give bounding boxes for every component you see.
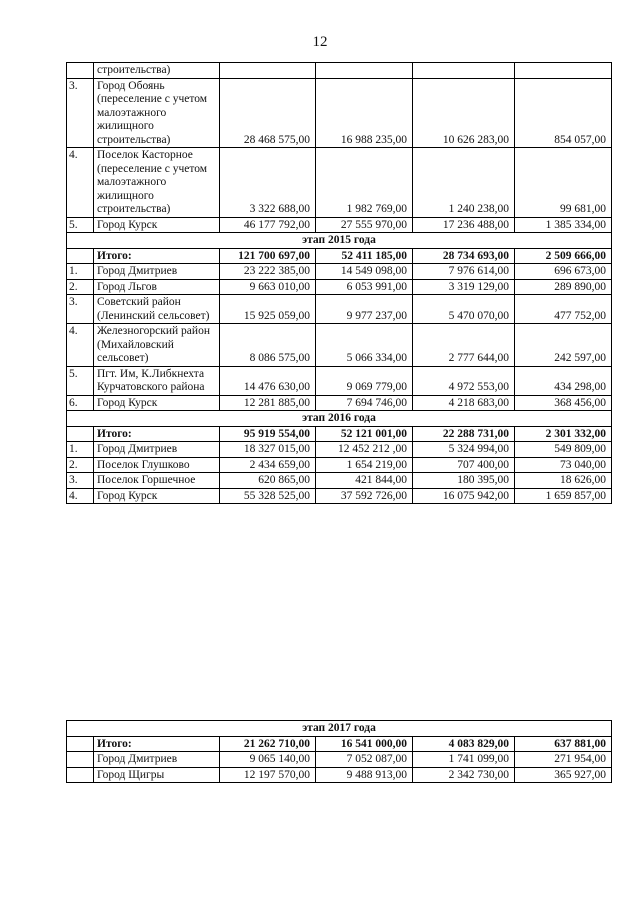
amount-total: 9 065 140,00 bbox=[220, 752, 316, 768]
amount-local: 637 881,00 bbox=[515, 736, 612, 752]
table-row bbox=[67, 217, 612, 233]
total-label: Итого: bbox=[94, 736, 220, 752]
amount-fund: 7 052 087,00 bbox=[316, 752, 413, 768]
table-row bbox=[67, 395, 612, 411]
amount-fund: 12 452 212 ,00 bbox=[316, 442, 413, 458]
table-row bbox=[67, 752, 612, 768]
table-row bbox=[67, 148, 612, 218]
row-number: 2. bbox=[67, 279, 94, 295]
amount-region: 16 075 942,00 bbox=[413, 488, 515, 504]
amount-region: 4 083 829,00 bbox=[413, 736, 515, 752]
locality-name: Пгт. Им, К.Либкнехта Курчатовского района bbox=[94, 366, 220, 395]
amount-region: 5 470 070,00 bbox=[413, 295, 515, 324]
row-number: 1. bbox=[67, 442, 94, 458]
amount-total: 121 700 697,00 bbox=[220, 248, 316, 264]
amount-fund: 52 411 185,00 bbox=[316, 248, 413, 264]
amount-total: 15 925 059,00 bbox=[220, 295, 316, 324]
amount-total: 8 086 575,00 bbox=[220, 324, 316, 367]
amount-local: 99 681,00 bbox=[515, 148, 612, 218]
amount-fund: 27 555 970,00 bbox=[316, 217, 413, 233]
locality-name: Город Курск bbox=[94, 395, 220, 411]
amount-total: 18 327 015,00 bbox=[220, 442, 316, 458]
total-label: Итого: bbox=[94, 426, 220, 442]
amount-region: 22 288 731,00 bbox=[413, 426, 515, 442]
amount-region: 28 734 693,00 bbox=[413, 248, 515, 264]
table-row bbox=[67, 295, 612, 324]
amount-total: 23 222 385,00 bbox=[220, 264, 316, 280]
row-number bbox=[67, 752, 94, 768]
amount-total: 620 865,00 bbox=[220, 473, 316, 489]
row-number: 3. bbox=[67, 78, 94, 148]
amount-local: 854 057,00 bbox=[515, 78, 612, 148]
amount-region: 10 626 283,00 bbox=[413, 78, 515, 148]
total-row bbox=[67, 426, 612, 442]
table-row bbox=[67, 473, 612, 489]
amount-total: 14 476 630,00 bbox=[220, 366, 316, 395]
row-number: 6. bbox=[67, 395, 94, 411]
amount-region: 4 218 683,00 bbox=[413, 395, 515, 411]
page-number: 12 bbox=[312, 34, 328, 50]
amount-region: 4 972 553,00 bbox=[413, 366, 515, 395]
amount-local: 696 673,00 bbox=[515, 264, 612, 280]
amount-region: 1 240 238,00 bbox=[413, 148, 515, 218]
amount-local: 289 890,00 bbox=[515, 279, 612, 295]
amount-fund: 52 121 001,00 bbox=[316, 426, 413, 442]
locality-name: Город Дмитриев bbox=[94, 264, 220, 280]
row-number: 1. bbox=[67, 264, 94, 280]
total-row bbox=[67, 248, 612, 264]
stage-title: этап 2016 года bbox=[67, 411, 612, 427]
amount-fund: 7 694 746,00 bbox=[316, 395, 413, 411]
amount-total: 9 663 010,00 bbox=[220, 279, 316, 295]
amount-region: 2 777 644,00 bbox=[413, 324, 515, 367]
table-row bbox=[67, 366, 612, 395]
amount-local: 1 385 334,00 bbox=[515, 217, 612, 233]
amount-local: 365 927,00 bbox=[515, 767, 612, 783]
amount-total: 46 177 792,00 bbox=[220, 217, 316, 233]
row-number bbox=[67, 426, 94, 442]
amount-local: 1 659 857,00 bbox=[515, 488, 612, 504]
amount-fund: 1 654 219,00 bbox=[316, 457, 413, 473]
locality-name: Город Дмитриев bbox=[94, 752, 220, 768]
locality-name: Город Льгов bbox=[94, 279, 220, 295]
amount-total: 28 468 575,00 bbox=[220, 78, 316, 148]
amount-total: 55 328 525,00 bbox=[220, 488, 316, 504]
amount-local: 477 752,00 bbox=[515, 295, 612, 324]
amount-region: 5 324 994,00 bbox=[413, 442, 515, 458]
total-label: Итого: bbox=[94, 248, 220, 264]
amount-local bbox=[515, 63, 612, 79]
stage-header-row bbox=[67, 233, 612, 249]
amount-region: 2 342 730,00 bbox=[413, 767, 515, 783]
amount-region bbox=[413, 63, 515, 79]
amount-fund: 9 069 779,00 bbox=[316, 366, 413, 395]
table-row bbox=[67, 63, 612, 79]
row-number: 2. bbox=[67, 457, 94, 473]
amount-fund: 14 549 098,00 bbox=[316, 264, 413, 280]
table-row bbox=[67, 488, 612, 504]
amount-local: 18 626,00 bbox=[515, 473, 612, 489]
amount-local: 549 809,00 bbox=[515, 442, 612, 458]
row-number: 3. bbox=[67, 473, 94, 489]
locality-name: Поселок Касторное (переселение с учетом малоэтажного жилищного строительства) bbox=[94, 148, 220, 218]
locality-name: Город Обоянь (переселение с учетом малоэтажного жилищного строительства) bbox=[94, 78, 220, 148]
row-number bbox=[67, 248, 94, 264]
amount-fund bbox=[316, 63, 413, 79]
locality-name: строительства) bbox=[94, 63, 220, 79]
amount-local: 73 040,00 bbox=[515, 457, 612, 473]
locality-name: Город Курск bbox=[94, 217, 220, 233]
amount-total: 12 197 570,00 bbox=[220, 767, 316, 783]
stage-header-row bbox=[67, 721, 612, 737]
amount-fund: 6 053 991,00 bbox=[316, 279, 413, 295]
amount-local: 434 298,00 bbox=[515, 366, 612, 395]
amount-region: 7 976 614,00 bbox=[413, 264, 515, 280]
amount-local: 242 597,00 bbox=[515, 324, 612, 367]
locality-name: Город Щигры bbox=[94, 767, 220, 783]
locality-name: Железногорский район (Михайловский сельсовет) bbox=[94, 324, 220, 367]
locality-name: Поселок Горшечное bbox=[94, 473, 220, 489]
stage-title: этап 2017 года bbox=[67, 721, 612, 737]
row-number bbox=[67, 63, 94, 79]
table-row bbox=[67, 264, 612, 280]
amount-total: 21 262 710,00 bbox=[220, 736, 316, 752]
amount-fund: 16 988 235,00 bbox=[316, 78, 413, 148]
amount-fund: 5 066 334,00 bbox=[316, 324, 413, 367]
amount-fund: 9 977 237,00 bbox=[316, 295, 413, 324]
row-number bbox=[67, 767, 94, 783]
total-row bbox=[67, 736, 612, 752]
amount-region: 17 236 488,00 bbox=[413, 217, 515, 233]
stage-header-row bbox=[67, 411, 612, 427]
row-number: 5. bbox=[67, 366, 94, 395]
amount-fund: 9 488 913,00 bbox=[316, 767, 413, 783]
amount-fund: 421 844,00 bbox=[316, 473, 413, 489]
locality-name: Поселок Глушково bbox=[94, 457, 220, 473]
amount-local: 2 509 666,00 bbox=[515, 248, 612, 264]
stage-2017-table bbox=[66, 720, 612, 783]
table-row bbox=[67, 279, 612, 295]
row-number: 5. bbox=[67, 217, 94, 233]
locality-name: Город Дмитриев bbox=[94, 442, 220, 458]
table-row bbox=[67, 324, 612, 367]
amount-total: 12 281 885,00 bbox=[220, 395, 316, 411]
table-row bbox=[67, 457, 612, 473]
amount-region: 1 741 099,00 bbox=[413, 752, 515, 768]
row-number: 4. bbox=[67, 488, 94, 504]
row-number: 4. bbox=[67, 324, 94, 367]
amount-total: 95 919 554,00 bbox=[220, 426, 316, 442]
locality-name: Город Курск bbox=[94, 488, 220, 504]
row-number bbox=[67, 736, 94, 752]
amount-fund: 16 541 000,00 bbox=[316, 736, 413, 752]
amount-fund: 37 592 726,00 bbox=[316, 488, 413, 504]
table-row bbox=[67, 767, 612, 783]
main-budget-table bbox=[66, 62, 612, 504]
amount-local: 368 456,00 bbox=[515, 395, 612, 411]
amount-region: 3 319 129,00 bbox=[413, 279, 515, 295]
amount-region: 707 400,00 bbox=[413, 457, 515, 473]
amount-fund: 1 982 769,00 bbox=[316, 148, 413, 218]
stage-title: этап 2015 года bbox=[67, 233, 612, 249]
amount-region: 180 395,00 bbox=[413, 473, 515, 489]
row-number: 3. bbox=[67, 295, 94, 324]
table-row bbox=[67, 78, 612, 148]
amount-local: 2 301 332,00 bbox=[515, 426, 612, 442]
amount-total: 2 434 659,00 bbox=[220, 457, 316, 473]
table-row bbox=[67, 442, 612, 458]
row-number: 4. bbox=[67, 148, 94, 218]
amount-total bbox=[220, 63, 316, 79]
amount-local: 271 954,00 bbox=[515, 752, 612, 768]
locality-name: Советский район (Ленинский сельсовет) bbox=[94, 295, 220, 324]
amount-total: 3 322 688,00 bbox=[220, 148, 316, 218]
